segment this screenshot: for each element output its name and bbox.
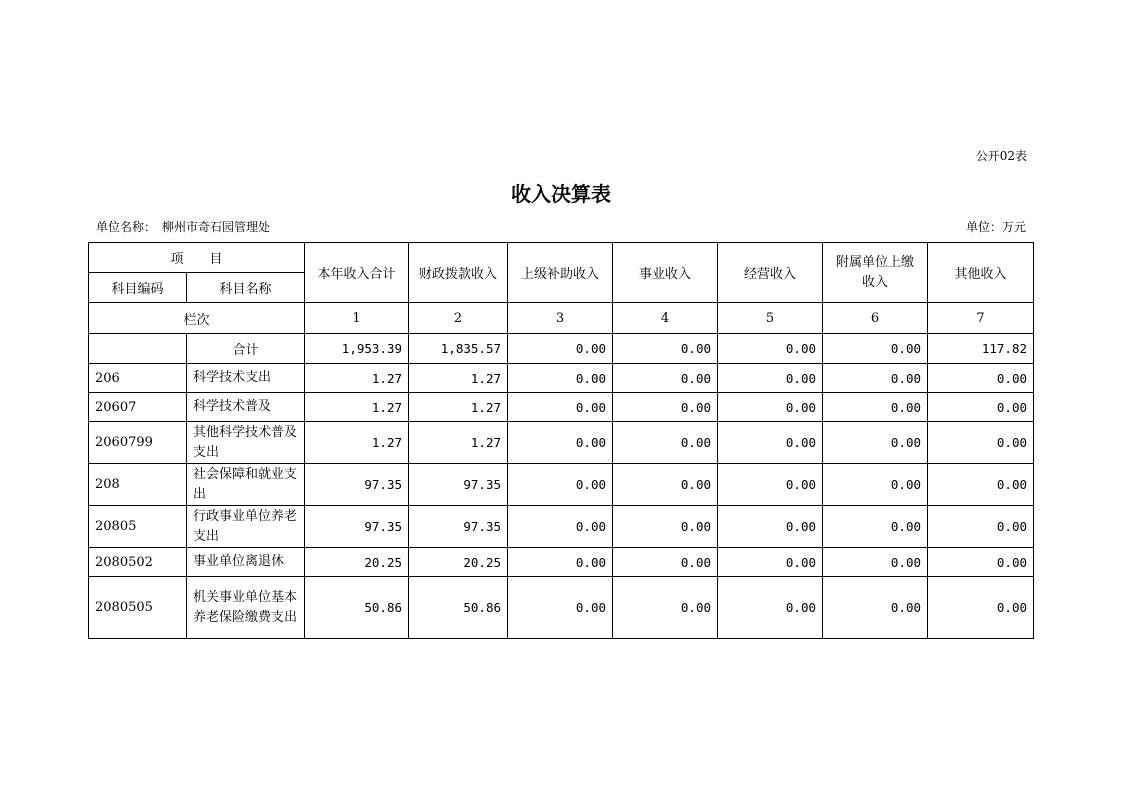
amount-cell: 97.35 xyxy=(305,464,409,506)
subject-code: 20607 xyxy=(89,393,187,422)
header-code: 科目编码 xyxy=(89,273,187,303)
total-value: 117.82 xyxy=(928,334,1034,364)
amount-cell: 1.27 xyxy=(305,422,409,464)
total-value: 0.00 xyxy=(718,334,823,364)
subject-code: 208 xyxy=(89,464,187,506)
table-row xyxy=(89,393,1034,422)
column-header: 本年收入合计 xyxy=(305,243,409,303)
column-number: 2 xyxy=(409,303,508,334)
subject-name: 其他科学技术普及支出 xyxy=(187,422,305,464)
amount-cell: 0.00 xyxy=(508,393,613,422)
amount-cell: 0.00 xyxy=(928,577,1034,639)
subject-name: 社会保障和就业支出 xyxy=(187,464,305,506)
amount-cell: 0.00 xyxy=(613,364,718,393)
unit-measure: 单位：万元 xyxy=(965,220,1026,234)
amount-cell: 0.00 xyxy=(613,506,718,548)
amount-cell: 0.00 xyxy=(928,464,1034,506)
subject-code: 2080505 xyxy=(89,577,187,639)
table-row xyxy=(89,364,1034,393)
amount-cell: 0.00 xyxy=(928,422,1034,464)
column-number: 6 xyxy=(823,303,928,334)
column-header: 事业收入 xyxy=(613,243,718,303)
amount-cell: 0.00 xyxy=(613,464,718,506)
amount-cell: 0.00 xyxy=(718,393,823,422)
column-header: 财政拨款收入 xyxy=(409,243,508,303)
amount-cell: 0.00 xyxy=(718,577,823,639)
amount-cell: 0.00 xyxy=(613,577,718,639)
amount-cell: 0.00 xyxy=(823,464,928,506)
header-name: 科目名称 xyxy=(187,273,305,303)
amount-cell: 50.86 xyxy=(305,577,409,639)
amount-cell: 0.00 xyxy=(718,548,823,577)
amount-cell: 0.00 xyxy=(928,393,1034,422)
total-label: 合计 xyxy=(187,334,305,364)
total-value: 1,835.57 xyxy=(409,334,508,364)
table-row xyxy=(89,464,1034,506)
column-number: 5 xyxy=(718,303,823,334)
form-code: 公开02表 xyxy=(975,149,1027,163)
amount-cell: 0.00 xyxy=(613,548,718,577)
table-row xyxy=(89,422,1034,464)
amount-cell: 97.35 xyxy=(409,464,508,506)
unit-info-row xyxy=(96,218,1026,235)
column-number: 4 xyxy=(613,303,718,334)
total-value: 0.00 xyxy=(508,334,613,364)
column-header: 上级补助收入 xyxy=(508,243,613,303)
amount-cell: 0.00 xyxy=(823,422,928,464)
amount-cell: 0.00 xyxy=(508,548,613,577)
amount-cell: 0.00 xyxy=(508,364,613,393)
subject-code: 2080502 xyxy=(89,548,187,577)
header-item: 项 目 xyxy=(89,243,305,273)
amount-cell: 0.00 xyxy=(823,393,928,422)
subject-code: 20805 xyxy=(89,506,187,548)
amount-cell: 0.00 xyxy=(928,364,1034,393)
amount-cell: 20.25 xyxy=(305,548,409,577)
total-row xyxy=(89,334,1034,364)
amount-cell: 0.00 xyxy=(928,548,1034,577)
unit-name: 柳州市奇石园管理处 xyxy=(162,220,271,234)
amount-cell: 0.00 xyxy=(508,506,613,548)
subject-name: 科学技术普及 xyxy=(187,393,305,422)
amount-cell: 50.86 xyxy=(409,577,508,639)
amount-cell: 97.35 xyxy=(409,506,508,548)
income-table xyxy=(88,242,1034,639)
amount-cell: 1.27 xyxy=(305,364,409,393)
amount-cell: 0.00 xyxy=(823,506,928,548)
unit-name-label: 单位名称： xyxy=(96,220,157,234)
amount-cell: 0.00 xyxy=(718,506,823,548)
column-number: 3 xyxy=(508,303,613,334)
row-number-label: 栏次 xyxy=(89,303,305,334)
subject-code: 206 xyxy=(89,364,187,393)
column-header: 附属单位上缴收入 xyxy=(823,243,928,303)
amount-cell: 0.00 xyxy=(613,422,718,464)
column-number: 1 xyxy=(305,303,409,334)
total-value: 0.00 xyxy=(613,334,718,364)
amount-cell: 0.00 xyxy=(823,548,928,577)
amount-cell: 0.00 xyxy=(718,364,823,393)
total-value: 0.00 xyxy=(823,334,928,364)
amount-cell: 0.00 xyxy=(823,577,928,639)
subject-code: 2060799 xyxy=(89,422,187,464)
amount-cell: 97.35 xyxy=(305,506,409,548)
amount-cell: 0.00 xyxy=(718,464,823,506)
amount-cell: 20.25 xyxy=(409,548,508,577)
table-row xyxy=(89,577,1034,639)
subject-name: 科学技术支出 xyxy=(187,364,305,393)
table-row xyxy=(89,506,1034,548)
amount-cell: 0.00 xyxy=(508,464,613,506)
column-header: 经营收入 xyxy=(718,243,823,303)
amount-cell: 1.27 xyxy=(409,422,508,464)
amount-cell: 0.00 xyxy=(613,393,718,422)
subject-name: 机关事业单位基本养老保险缴费支出 xyxy=(187,577,305,639)
amount-cell: 0.00 xyxy=(928,506,1034,548)
subject-name: 行政事业单位养老支出 xyxy=(187,506,305,548)
column-number: 7 xyxy=(928,303,1034,334)
amount-cell: 0.00 xyxy=(508,577,613,639)
column-header: 其他收入 xyxy=(928,243,1034,303)
amount-cell: 1.27 xyxy=(409,393,508,422)
amount-cell: 0.00 xyxy=(718,422,823,464)
subject-name: 事业单位离退休 xyxy=(187,548,305,577)
total-code-cell xyxy=(89,334,187,364)
table-row xyxy=(89,548,1034,577)
amount-cell: 1.27 xyxy=(409,364,508,393)
amount-cell: 1.27 xyxy=(305,393,409,422)
amount-cell: 0.00 xyxy=(823,364,928,393)
page-title: 收入决算表 xyxy=(511,182,611,206)
total-value: 1,953.39 xyxy=(305,334,409,364)
amount-cell: 0.00 xyxy=(508,422,613,464)
